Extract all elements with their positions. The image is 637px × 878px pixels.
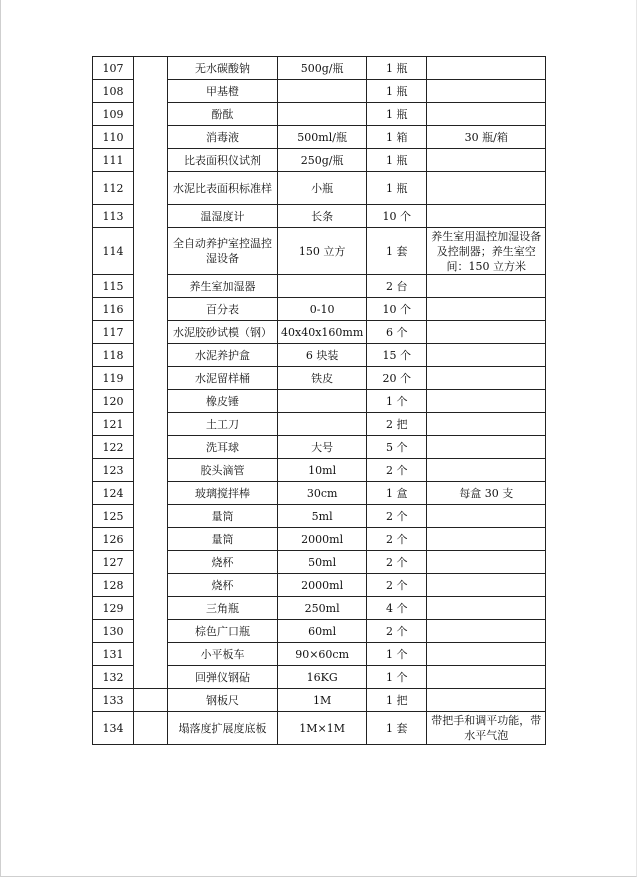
item-quantity: 2 台: [367, 275, 427, 298]
item-spec: 6 块装: [278, 344, 367, 367]
item-quantity: 1 瓶: [367, 172, 427, 205]
item-name: 全自动养护室控温控湿设备: [168, 228, 278, 275]
item-note: [427, 149, 546, 172]
item-name: 水泥留样桶: [168, 367, 278, 390]
item-note: [427, 436, 546, 459]
item-quantity: 2 个: [367, 505, 427, 528]
item-spec: 30cm: [278, 482, 367, 505]
item-quantity: 2 个: [367, 459, 427, 482]
item-name: 温湿度计: [168, 205, 278, 228]
item-spec: 90×60cm: [278, 643, 367, 666]
item-spec: 40x40x160mm: [278, 321, 367, 344]
row-number: 131: [93, 643, 134, 666]
item-quantity: 2 把: [367, 413, 427, 436]
item-note: [427, 103, 546, 126]
item-spec: 0-10: [278, 298, 367, 321]
table-row: [93, 57, 546, 80]
item-note: 带把手和调平功能，带水平气泡: [427, 712, 546, 745]
item-note: 养生室用温控加湿设备及控制器；养生室空间：150 立方米: [427, 228, 546, 275]
item-note: [427, 344, 546, 367]
item-note: [427, 80, 546, 103]
item-spec: 5ml: [278, 505, 367, 528]
item-name: 百分表: [168, 298, 278, 321]
item-quantity: 2 个: [367, 620, 427, 643]
item-name: 酚酞: [168, 103, 278, 126]
item-name: 量筒: [168, 505, 278, 528]
item-spec: 150 立方: [278, 228, 367, 275]
item-quantity: 1 瓶: [367, 149, 427, 172]
row-number: 129: [93, 597, 134, 620]
item-name: 无水碳酸钠: [168, 57, 278, 80]
table-row: [93, 712, 546, 745]
item-quantity: 1 瓶: [367, 57, 427, 80]
row-number: 113: [93, 205, 134, 228]
item-spec: [278, 275, 367, 298]
item-note: 每盒 30 支: [427, 482, 546, 505]
row-number: 130: [93, 620, 134, 643]
item-name: 三角瓶: [168, 597, 278, 620]
row-number: 123: [93, 459, 134, 482]
item-name: 水泥养护盒: [168, 344, 278, 367]
row-number: 115: [93, 275, 134, 298]
item-name: 棕色广口瓶: [168, 620, 278, 643]
item-quantity: 6 个: [367, 321, 427, 344]
equipment-table: [92, 56, 546, 745]
row-number: 124: [93, 482, 134, 505]
item-name: 胶头滴管: [168, 459, 278, 482]
item-spec: 250ml: [278, 597, 367, 620]
item-name: 烧杯: [168, 551, 278, 574]
row-number: 121: [93, 413, 134, 436]
item-spec: 500g/瓶: [278, 57, 367, 80]
item-spec: 2000ml: [278, 574, 367, 597]
item-note: [427, 413, 546, 436]
row-number: 112: [93, 172, 134, 205]
item-quantity: 15 个: [367, 344, 427, 367]
item-quantity: 1 套: [367, 712, 427, 745]
item-quantity: 1 箱: [367, 126, 427, 149]
item-note: 30 瓶/箱: [427, 126, 546, 149]
item-quantity: 2 个: [367, 528, 427, 551]
item-name: 烧杯: [168, 574, 278, 597]
item-note: [427, 528, 546, 551]
item-name: 水泥比表面积标准样: [168, 172, 278, 205]
item-spec: 1M: [278, 689, 367, 712]
item-name: 小平板车: [168, 643, 278, 666]
item-quantity: 20 个: [367, 367, 427, 390]
row-number: 134: [93, 712, 134, 745]
item-note: [427, 298, 546, 321]
item-name: 消毒液: [168, 126, 278, 149]
item-quantity: 1 个: [367, 390, 427, 413]
item-name: 玻璃搅拌棒: [168, 482, 278, 505]
row-number: 119: [93, 367, 134, 390]
item-spec: 10ml: [278, 459, 367, 482]
row-number: 127: [93, 551, 134, 574]
item-note: [427, 551, 546, 574]
item-note: [427, 57, 546, 80]
row-number: 132: [93, 666, 134, 689]
row-number: 117: [93, 321, 134, 344]
item-spec: 铁皮: [278, 367, 367, 390]
item-note: [427, 367, 546, 390]
item-spec: [278, 413, 367, 436]
item-note: [427, 505, 546, 528]
row-number: 114: [93, 228, 134, 275]
item-note: [427, 620, 546, 643]
row-number: 128: [93, 574, 134, 597]
item-name: 橡皮锤: [168, 390, 278, 413]
item-note: [427, 574, 546, 597]
item-name: 钢板尺: [168, 689, 278, 712]
item-name: 洗耳球: [168, 436, 278, 459]
item-note: [427, 666, 546, 689]
item-spec: 250g/瓶: [278, 149, 367, 172]
item-quantity: 5 个: [367, 436, 427, 459]
item-spec: 16KG: [278, 666, 367, 689]
item-quantity: 1 套: [367, 228, 427, 275]
item-quantity: 1 把: [367, 689, 427, 712]
item-name: 量筒: [168, 528, 278, 551]
row-number: 109: [93, 103, 134, 126]
item-spec: 60ml: [278, 620, 367, 643]
row-number: 133: [93, 689, 134, 712]
row-number: 107: [93, 57, 134, 80]
item-quantity: 2 个: [367, 574, 427, 597]
item-spec: [278, 103, 367, 126]
row-number: 118: [93, 344, 134, 367]
item-name: 甲基橙: [168, 80, 278, 103]
item-name: 土工刀: [168, 413, 278, 436]
item-quantity: 1 个: [367, 666, 427, 689]
item-spec: 50ml: [278, 551, 367, 574]
item-note: [427, 597, 546, 620]
item-note: [427, 205, 546, 228]
item-quantity: 1 个: [367, 643, 427, 666]
category-cell: [134, 689, 168, 712]
item-spec: 2000ml: [278, 528, 367, 551]
item-spec: 500ml/瓶: [278, 126, 367, 149]
item-name: 水泥胶砂试模（钢）: [168, 321, 278, 344]
item-note: [427, 172, 546, 205]
item-spec: 1M×1M: [278, 712, 367, 745]
row-number: 116: [93, 298, 134, 321]
row-number: 108: [93, 80, 134, 103]
item-quantity: 10 个: [367, 298, 427, 321]
item-quantity: 1 瓶: [367, 80, 427, 103]
item-quantity: 4 个: [367, 597, 427, 620]
item-spec: [278, 80, 367, 103]
item-quantity: 1 盒: [367, 482, 427, 505]
row-number: 126: [93, 528, 134, 551]
table-row: [93, 689, 546, 712]
item-name: 塌落度扩展度底板: [168, 712, 278, 745]
row-number: 111: [93, 149, 134, 172]
item-spec: 大号: [278, 436, 367, 459]
item-note: [427, 321, 546, 344]
category-cell: [134, 712, 168, 745]
item-name: 比表面积仪试剂: [168, 149, 278, 172]
item-name: 养生室加湿器: [168, 275, 278, 298]
item-name: 回弹仪钢砧: [168, 666, 278, 689]
category-cell: [134, 57, 168, 689]
row-number: 122: [93, 436, 134, 459]
item-note: [427, 275, 546, 298]
row-number: 120: [93, 390, 134, 413]
row-number: 110: [93, 126, 134, 149]
item-note: [427, 689, 546, 712]
item-quantity: 10 个: [367, 205, 427, 228]
item-spec: 长条: [278, 205, 367, 228]
item-note: [427, 643, 546, 666]
item-note: [427, 459, 546, 482]
item-spec: 小瓶: [278, 172, 367, 205]
item-spec: [278, 390, 367, 413]
row-number: 125: [93, 505, 134, 528]
item-quantity: 1 瓶: [367, 103, 427, 126]
item-quantity: 2 个: [367, 551, 427, 574]
item-note: [427, 390, 546, 413]
